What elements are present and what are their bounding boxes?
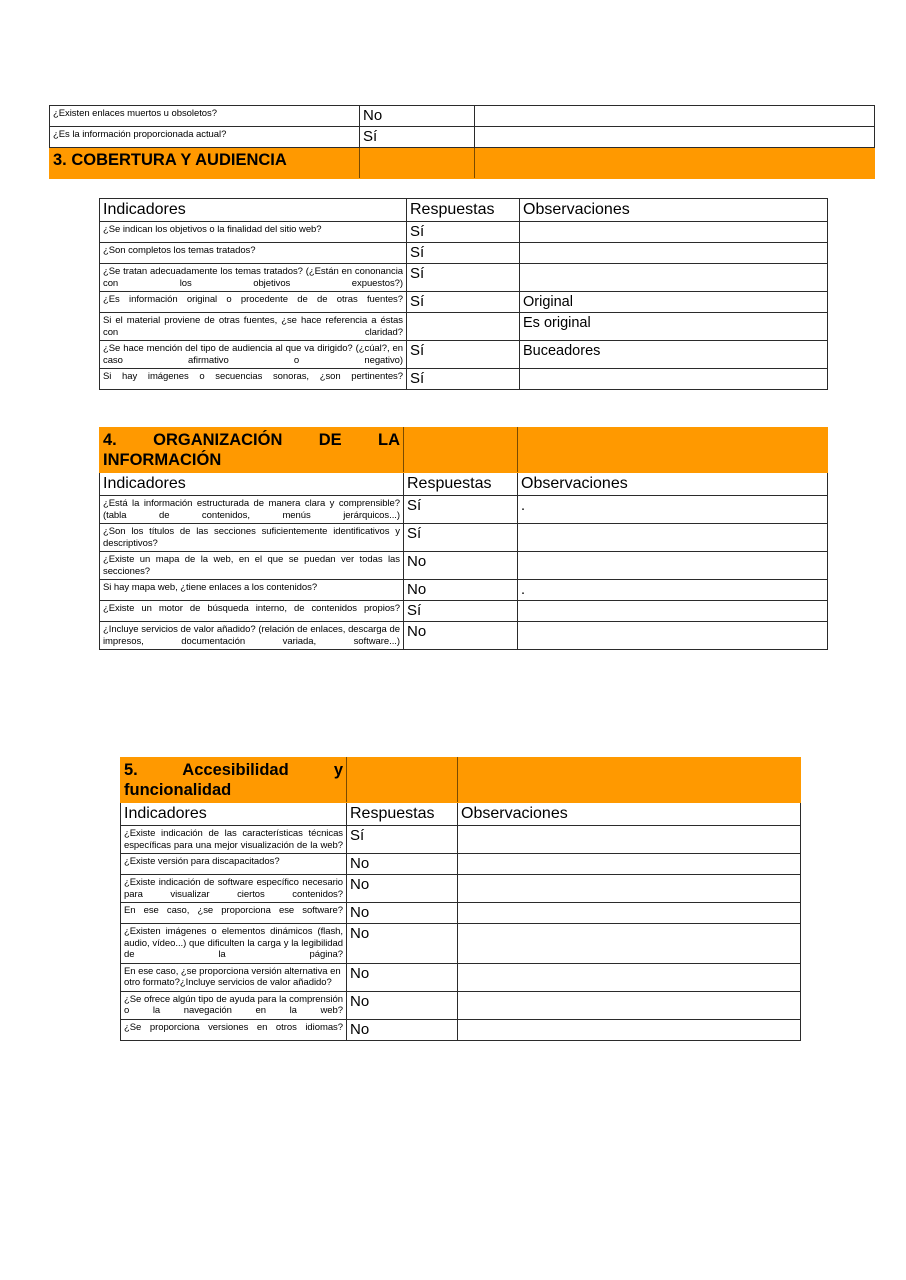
answer-cell: Sí xyxy=(404,601,518,622)
observation-cell xyxy=(458,924,801,964)
observation-cell xyxy=(518,524,828,552)
answer-cell: No xyxy=(347,991,458,1019)
answer-cell: Sí xyxy=(407,243,520,264)
header-indicators: Indicadores xyxy=(121,803,347,826)
answer-cell: No xyxy=(347,854,458,875)
answer-cell: No xyxy=(347,924,458,964)
table-header-row xyxy=(100,199,828,222)
observation-cell xyxy=(458,1019,801,1040)
answer-cell: No xyxy=(347,1019,458,1040)
table-row xyxy=(121,903,801,924)
observation-cell xyxy=(520,222,828,243)
table-row xyxy=(100,264,828,292)
answer-cell: Sí xyxy=(407,222,520,243)
table-row xyxy=(121,991,801,1019)
indicator-cell: ¿Se indican los objetivos o la finalidad del sitio web? xyxy=(100,222,407,243)
indicator-cell: Si el material proviene de otras fuentes, ¿se hace referencia a éstas con claridad? xyxy=(100,313,407,341)
answer-cell: Sí xyxy=(404,524,518,552)
answer-cell: No xyxy=(360,106,475,127)
answer-cell: Sí xyxy=(407,292,520,313)
observation-cell xyxy=(518,622,828,650)
answer-cell: Sí xyxy=(360,127,475,148)
indicator-cell: ¿Existe versión para discapacitados? xyxy=(121,854,347,875)
section-5-band-spacer-answers xyxy=(347,758,458,803)
section-5-band-row xyxy=(121,758,801,803)
indicator-cell: ¿Se hace mención del tipo de audiencia al que va dirigido? (¿cúal?, en caso afirmativo o negativo) xyxy=(100,341,407,369)
answer-cell: Sí xyxy=(407,264,520,292)
table-row xyxy=(100,601,828,622)
indicator-cell: En ese caso, ¿se proporciona ese software? xyxy=(121,903,347,924)
answer-cell: No xyxy=(404,580,518,601)
indicator-cell: ¿Existe indicación de software específico necesario para visualizar ciertos contenidos? xyxy=(121,875,347,903)
answer-cell: Sí xyxy=(347,826,458,854)
header-answers: Respuestas xyxy=(347,803,458,826)
answer-cell: Sí xyxy=(407,341,520,369)
observation-cell xyxy=(475,106,875,127)
top-evaluation-table xyxy=(49,105,875,179)
indicator-cell: ¿Es información original o procedente de de otras fuentes? xyxy=(100,292,407,313)
table-row xyxy=(121,854,801,875)
section-4-table xyxy=(99,427,828,650)
indicator-cell: ¿Está la información estructurada de manera clara y comprensible? (tabla de contenidos, menús jerárquicos...) xyxy=(100,496,404,524)
answer-cell xyxy=(407,313,520,341)
section-3-title: 3. COBERTURA Y AUDIENCIA xyxy=(50,148,360,179)
observation-cell xyxy=(458,991,801,1019)
header-answers: Respuestas xyxy=(404,473,518,496)
table-row xyxy=(100,580,828,601)
table-row xyxy=(50,106,875,127)
indicator-cell: ¿Existen enlaces muertos u obsoletos? xyxy=(50,106,360,127)
table-row xyxy=(100,524,828,552)
header-observations: Observaciones xyxy=(518,473,828,496)
observation-cell xyxy=(520,264,828,292)
answer-cell: Sí xyxy=(407,369,520,390)
section-3-band-spacer-observations xyxy=(475,148,875,179)
header-answers: Respuestas xyxy=(407,199,520,222)
observation-cell xyxy=(458,963,801,991)
table-row xyxy=(121,1019,801,1040)
section-4-title: 4. ORGANIZACIÓN DE LA INFORMACIÓN xyxy=(100,428,404,473)
table-row xyxy=(100,292,828,313)
section-4-band-spacer-observations xyxy=(518,428,828,473)
header-indicators: Indicadores xyxy=(100,473,404,496)
indicator-cell: ¿Existe indicación de las características técnicas específicas para una mejor visualización de la web? xyxy=(121,826,347,854)
observation-cell xyxy=(520,243,828,264)
table-header-row xyxy=(100,473,828,496)
section-3-band-row xyxy=(50,148,875,179)
answer-cell: No xyxy=(347,963,458,991)
table-row xyxy=(100,496,828,524)
indicator-cell: ¿Se tratan adecuadamente los temas tratados? (¿Están en cononancia con los objetivos expuestos?) xyxy=(100,264,407,292)
section-5-title: 5. Accesibilidad y funcionalidad xyxy=(121,758,347,803)
section-4-band-row xyxy=(100,428,828,473)
indicator-cell: ¿Existe un motor de búsqueda interno, de contenidos propios? xyxy=(100,601,404,622)
observation-cell: . xyxy=(518,496,828,524)
section-5-band-spacer-observations xyxy=(458,758,801,803)
indicator-cell: ¿Se proporciona versiones en otros idiomas? xyxy=(121,1019,347,1040)
observation-cell xyxy=(475,127,875,148)
header-observations: Observaciones xyxy=(520,199,828,222)
observation-cell xyxy=(458,903,801,924)
section-3-table xyxy=(99,198,828,390)
indicator-cell: ¿Incluye servicios de valor añadido? (relación de enlaces, descarga de impresos, documentación variada, software...) xyxy=(100,622,404,650)
table-row xyxy=(100,243,828,264)
table-row xyxy=(121,826,801,854)
indicator-cell: ¿Son los títulos de las secciones suficientemente identificativos y descriptivos? xyxy=(100,524,404,552)
indicator-cell: ¿Son completos los temas tratados? xyxy=(100,243,407,264)
indicator-cell: Si hay imágenes o secuencias sonoras, ¿son pertinentes? xyxy=(100,369,407,390)
header-indicators: Indicadores xyxy=(100,199,407,222)
table-row xyxy=(121,924,801,964)
table-row xyxy=(100,369,828,390)
table-row xyxy=(100,341,828,369)
section-5-table xyxy=(120,757,801,1041)
header-observations: Observaciones xyxy=(458,803,801,826)
observation-cell xyxy=(520,369,828,390)
observation-cell xyxy=(518,552,828,580)
indicator-cell: ¿Se ofrece algún tipo de ayuda para la comprensión o la navegación en la web? xyxy=(121,991,347,1019)
observation-cell: Buceadores xyxy=(520,341,828,369)
table-row xyxy=(100,313,828,341)
indicator-cell: Si hay mapa web, ¿tiene enlaces a los contenidos? xyxy=(100,580,404,601)
table-row xyxy=(100,222,828,243)
answer-cell: No xyxy=(347,903,458,924)
table-row xyxy=(50,127,875,148)
section-4-band-spacer-answers xyxy=(404,428,518,473)
indicator-cell: En ese caso, ¿se proporciona versión alternativa en otro formato?¿Incluye servicios de valor añadido? xyxy=(121,963,347,991)
answer-cell: No xyxy=(347,875,458,903)
observation-cell: . xyxy=(518,580,828,601)
observation-cell: Es original xyxy=(520,313,828,341)
observation-cell xyxy=(518,601,828,622)
observation-cell xyxy=(458,875,801,903)
indicator-cell: ¿Es la información proporcionada actual? xyxy=(50,127,360,148)
table-row xyxy=(121,963,801,991)
indicator-cell: ¿Existe un mapa de la web, en el que se puedan ver todas las secciones? xyxy=(100,552,404,580)
observation-cell xyxy=(458,826,801,854)
answer-cell: No xyxy=(404,552,518,580)
answer-cell: No xyxy=(404,622,518,650)
observation-cell xyxy=(458,854,801,875)
answer-cell: Sí xyxy=(404,496,518,524)
table-row xyxy=(121,875,801,903)
section-3-band-spacer-answers xyxy=(360,148,475,179)
observation-cell: Original xyxy=(520,292,828,313)
table-header-row xyxy=(121,803,801,826)
indicator-cell: ¿Existen imágenes o elementos dinámicos (flash, audio, vídeo...) que dificulten la carga y la legibilidad de la página? xyxy=(121,924,347,964)
table-row xyxy=(100,622,828,650)
table-row xyxy=(100,552,828,580)
